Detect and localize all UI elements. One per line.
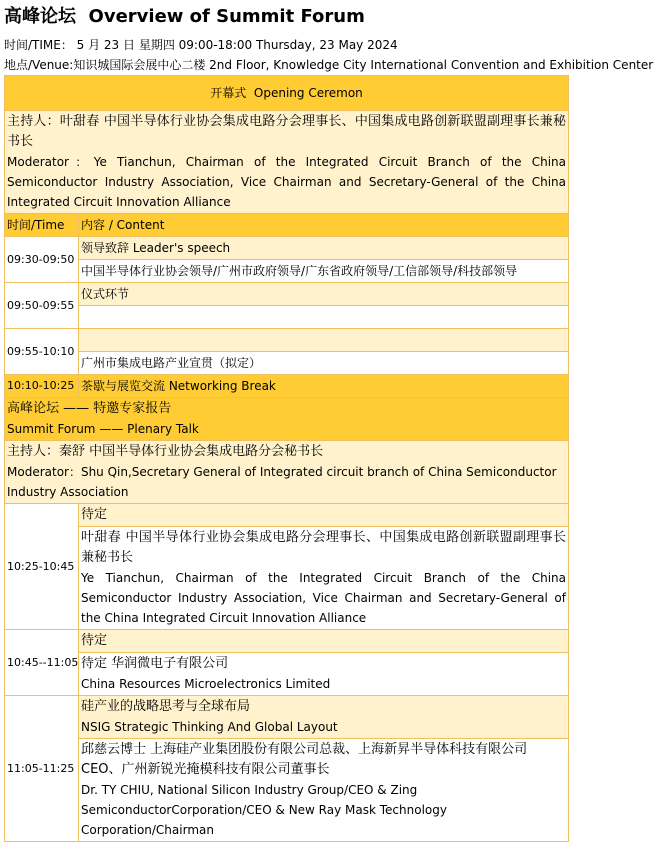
plenary-moderator-en: Moderator：Shu Qin,Secretary General of Integrated circuit branch of China Semiconductor Industry Association bbox=[7, 465, 557, 499]
title-cn: 高峰论坛 bbox=[4, 6, 76, 27]
table-row bbox=[5, 739, 569, 842]
table-row bbox=[5, 352, 569, 375]
row-time: 10:45--11:05 bbox=[5, 630, 79, 696]
row-time: 09:50-09:55 bbox=[5, 283, 79, 329]
row-item bbox=[79, 329, 569, 352]
row-time: 09:55-10:10 bbox=[5, 329, 79, 375]
title-en: Overview of Summit Forum bbox=[88, 6, 365, 27]
topic-cn: 硅产业的战略思考与全球布局 bbox=[81, 699, 251, 714]
break-time: 10:10-10:25 bbox=[5, 375, 79, 398]
col-time-header: 时间/Time bbox=[5, 214, 79, 237]
table-row bbox=[5, 504, 569, 527]
row-detail bbox=[79, 306, 569, 329]
speaker-en: China Resources Microelectronics Limited bbox=[81, 677, 331, 691]
plenary-header-row bbox=[5, 398, 569, 441]
row-topic: 待定 bbox=[79, 630, 569, 653]
page-title bbox=[4, 2, 365, 28]
time-line: 时间/TIME： 5 月 23 日 星期四 09:00-18:00 Thursday, 23 May 2024 bbox=[4, 38, 398, 52]
speaker-en: Dr. TY CHIU, National Silicon Industry Group/CEO & Zing SemiconductorCorporation/CEO & New Ray Mask Technology Corporation/Chairman bbox=[81, 783, 447, 837]
opening-moderator-cn: 主持人：叶甜春 中国半导体行业协会集成电路分会理事长、中国集成电路创新联盟副理事长兼秘书长 bbox=[7, 114, 566, 149]
speaker-cn: 叶甜春 中国半导体行业协会集成电路分会理事长、中国集成电路创新联盟副理事长兼秘书长 bbox=[81, 530, 566, 565]
plenary-header-en: Summit Forum —— Plenary Talk bbox=[7, 422, 199, 436]
agenda-table bbox=[4, 75, 569, 842]
opening-moderator-en: Moderator：Ye Tianchun, Chairman of the Integrated Circuit Branch of the China Semiconductor Industry Association, Vice Chairman and Secretary-General of the China Integrated Circuit Innovation Alliance bbox=[7, 155, 566, 209]
row-time: 09:30-09:50 bbox=[5, 237, 79, 283]
plenary-moderator-cn: 主持人：秦舒 中国半导体行业协会集成电路分会秘书长 bbox=[7, 444, 324, 459]
opening-header bbox=[5, 76, 569, 111]
plenary-header-cn: 高峰论坛 —— 特邀专家报告 bbox=[7, 401, 172, 416]
row-time: 10:25-10:45 bbox=[5, 504, 79, 630]
plenary-moderator bbox=[5, 441, 569, 504]
table-row bbox=[5, 306, 569, 329]
row-topic bbox=[79, 696, 569, 739]
table-row bbox=[5, 329, 569, 352]
table-row bbox=[5, 260, 569, 283]
row-item: 仪式环节 bbox=[79, 283, 569, 306]
row-speaker bbox=[79, 653, 569, 696]
table-row bbox=[5, 527, 569, 630]
table-row bbox=[5, 237, 569, 260]
opening-header-row bbox=[5, 76, 569, 111]
opening-moderator bbox=[5, 111, 569, 214]
table-row bbox=[5, 283, 569, 306]
row-item: 领导致辞 Leader's speech bbox=[79, 237, 569, 260]
speaker-en: Ye Tianchun, Chairman of the Integrated Circuit Branch of the China Semiconductor Industry Association, Vice Chairman and Secretary-General of the China Integrated Circuit Innovation Alliance bbox=[81, 571, 566, 625]
column-header-row bbox=[5, 214, 569, 237]
row-time: 11:05-11:25 bbox=[5, 696, 79, 842]
row-detail: 广州市集成电路产业宣贯（拟定） bbox=[79, 352, 569, 375]
topic-en: NSIG Strategic Thinking And Global Layout bbox=[81, 720, 338, 734]
speaker-cn: 邱慈云博士 上海硅产业集团股份有限公司总裁、上海新昇半导体科技有限公司CEO、广州新锐光掩模科技有限公司董事长 bbox=[81, 742, 528, 777]
plenary-moderator-row bbox=[5, 441, 569, 504]
speaker-cn: 待定 华润微电子有限公司 bbox=[81, 656, 229, 671]
opening-header-cn: 开幕式 bbox=[210, 86, 247, 100]
row-detail: 中国半导体行业协会领导/广州市政府领导/广东省政府领导/工信部领导/科技部领导 bbox=[79, 260, 569, 283]
opening-header-en: Opening Ceremon bbox=[253, 86, 363, 100]
row-speaker bbox=[79, 527, 569, 630]
break-text: 茶歇与展览交流 Networking Break bbox=[79, 375, 569, 398]
row-topic: 待定 bbox=[79, 504, 569, 527]
table-row bbox=[5, 653, 569, 696]
table-row bbox=[5, 696, 569, 739]
table-row bbox=[5, 630, 569, 653]
venue-line: 地点/Venue:知识城国际会展中心二楼 2nd Floor, Knowledge City International Convention and Exhibition Center bbox=[4, 58, 654, 72]
row-speaker bbox=[79, 739, 569, 842]
col-content-header: 内容 / Content bbox=[79, 214, 569, 237]
break-row bbox=[5, 375, 569, 398]
plenary-header bbox=[5, 398, 569, 441]
opening-moderator-row bbox=[5, 111, 569, 214]
